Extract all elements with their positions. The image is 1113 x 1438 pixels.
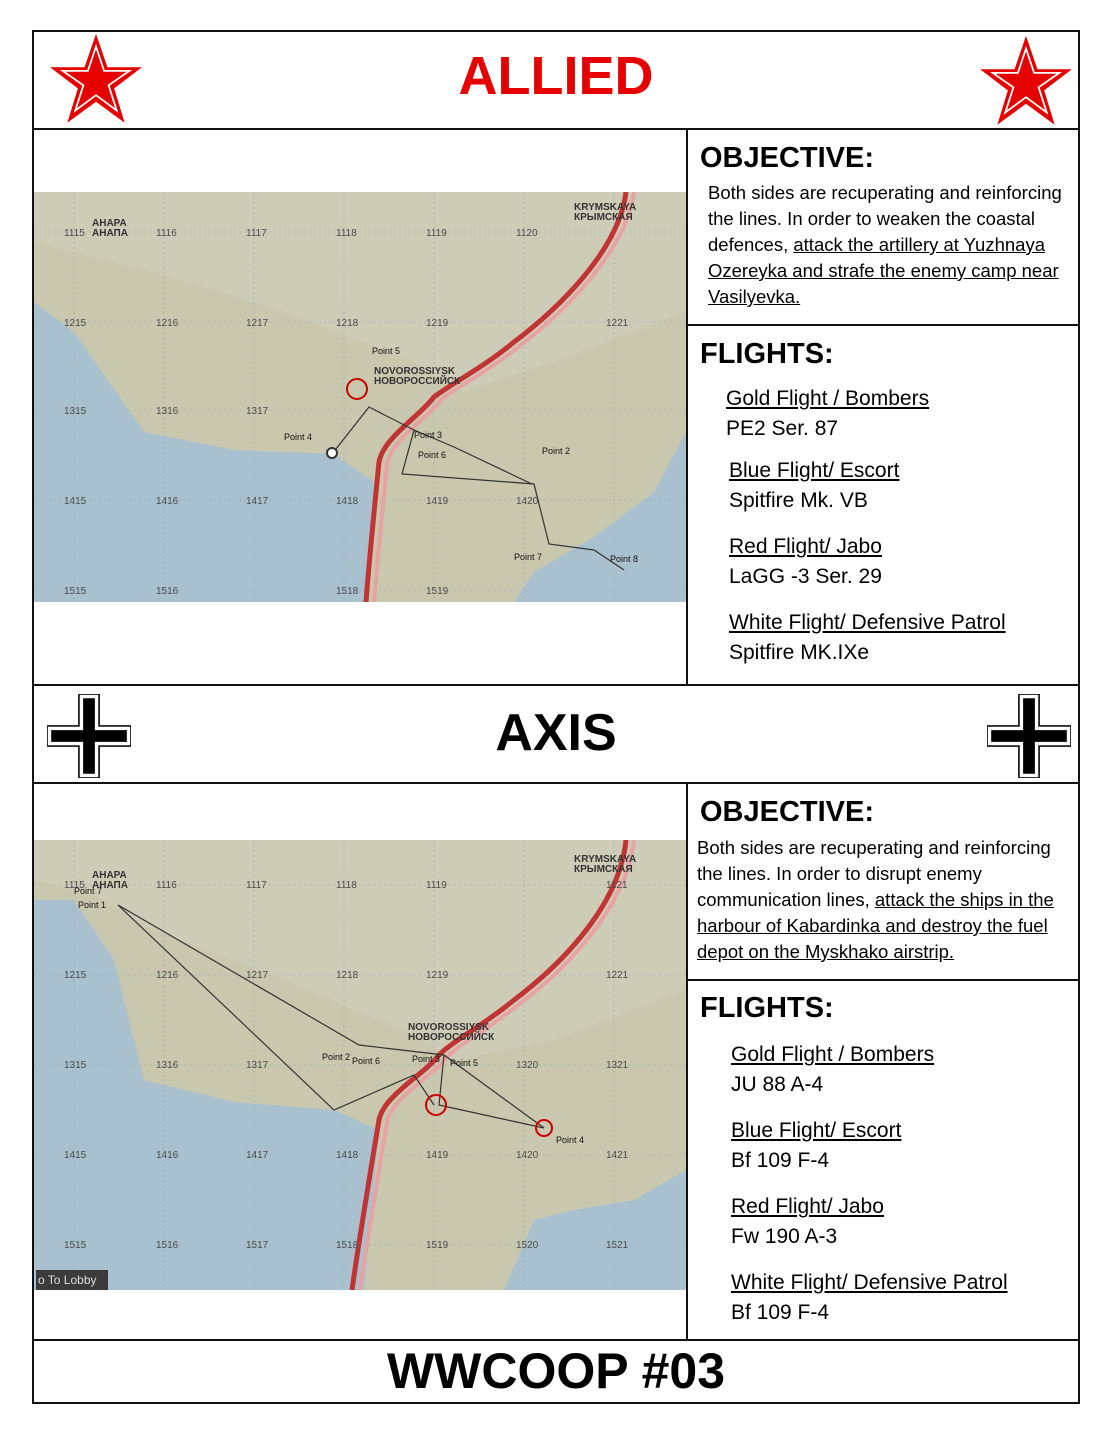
grid-label: 1221 xyxy=(606,318,629,329)
town-label: KRYMSKAYA xyxy=(574,854,637,865)
grid-label: 1418 xyxy=(336,496,359,507)
flight-name: Gold Flight / Bombers xyxy=(731,1043,935,1066)
axis-objective-heading: OBJECTIVE: xyxy=(700,796,875,828)
grid-label: 1516 xyxy=(156,1240,179,1251)
axis-objective-text xyxy=(697,835,1079,965)
flight-aircraft: PE2 Ser. 87 xyxy=(726,417,839,440)
flight-name: Red Flight/ Jabo xyxy=(731,1195,884,1218)
axis-flight-red xyxy=(731,1192,884,1252)
grid-label: 1116 xyxy=(156,880,177,891)
grid-label: 1321 xyxy=(606,1060,629,1071)
grid-label: 1119 xyxy=(426,880,447,891)
town-label: НОВОРОССИЙСК xyxy=(408,1032,495,1043)
town-label: АНАРА xyxy=(92,870,127,881)
divider xyxy=(32,1339,1080,1341)
waypoint-label: Point 4 xyxy=(556,1135,585,1145)
flight-aircraft: Bf 109 F-4 xyxy=(731,1149,830,1172)
grid-label: 1118 xyxy=(336,228,357,239)
back-to-lobby-button[interactable]: o To Lobby xyxy=(36,1270,108,1290)
flight-name: White Flight/ Defensive Patrol xyxy=(729,611,1006,634)
waypoint-label: Point 7 xyxy=(514,552,543,562)
flight-name: Blue Flight/ Escort xyxy=(729,459,900,482)
grid-label: 1419 xyxy=(426,1150,449,1161)
grid-label: 1219 xyxy=(426,970,449,981)
grid-label: 1118 xyxy=(336,880,357,891)
grid-label: 1120 xyxy=(516,228,538,239)
grid-label: 1416 xyxy=(156,1150,179,1161)
waypoint-label: Point 3 xyxy=(414,430,443,440)
flight-name: Gold Flight / Bombers xyxy=(726,387,930,410)
waypoint-label: Point 5 xyxy=(372,346,401,356)
grid-label: 1515 xyxy=(64,586,87,597)
waypoint-label: Point 4 xyxy=(284,432,313,442)
allied-flight-gold xyxy=(726,384,929,444)
waypoint-label: Point 5 xyxy=(450,1058,479,1068)
axis-objective-target: attack the ships in the harbour of Kabardinka and destroy the fuel depot on the Myskhako airstrip. xyxy=(697,889,1054,962)
divider xyxy=(686,782,688,1339)
grid-label: 1316 xyxy=(156,406,179,417)
town-label: КРЫМСКАЯ xyxy=(574,212,633,223)
waypoint-label: Point 7 xyxy=(74,886,103,896)
grid-label: 1217 xyxy=(246,970,269,981)
axis-flights-heading: FLIGHTS: xyxy=(700,992,834,1024)
town-label: АНАПА xyxy=(92,880,128,891)
grid-label: 1117 xyxy=(246,880,267,891)
grid-label: 1419 xyxy=(426,496,449,507)
grid-label: 1316 xyxy=(156,1060,179,1071)
grid-label: 1415 xyxy=(64,496,87,507)
grid-label: 1519 xyxy=(426,1240,449,1251)
town-label: НОВОРОССИЙСК xyxy=(374,376,461,387)
divider xyxy=(686,128,688,684)
allied-mission-map xyxy=(34,192,686,602)
grid-label: 1216 xyxy=(156,970,179,981)
grid-label: 1521 xyxy=(606,1240,629,1251)
waypoint-label: Point 6 xyxy=(352,1056,381,1066)
grid-label: 1115 xyxy=(64,880,85,891)
town-label: АНАРА xyxy=(92,218,127,229)
town-label: KRYMSKAYA xyxy=(574,202,637,213)
axis-flight-gold xyxy=(731,1040,934,1100)
town-label: NOVOROSSIYSK xyxy=(374,366,456,377)
grid-label: 1215 xyxy=(64,970,87,981)
grid-label: 1420 xyxy=(516,1150,539,1161)
grid-label: 1315 xyxy=(64,406,87,417)
waypoint-label: Point 2 xyxy=(542,446,571,456)
flight-name: White Flight/ Defensive Patrol xyxy=(731,1271,1008,1294)
grid-label: 1218 xyxy=(336,318,359,329)
divider xyxy=(32,782,1080,784)
divider xyxy=(32,684,1080,686)
grid-label: 1417 xyxy=(246,496,269,507)
axis-flight-white xyxy=(731,1268,1008,1328)
axis-title: AXIS xyxy=(495,704,617,762)
grid-label: 1119 xyxy=(426,228,447,239)
grid-label: 1516 xyxy=(156,586,179,597)
grid-label: 1420 xyxy=(516,496,539,507)
waypoint-label: Point 2 xyxy=(322,1052,351,1062)
allied-flights-heading: FLIGHTS: xyxy=(700,338,834,370)
flight-aircraft: Spitfire Mk. VB xyxy=(729,489,868,512)
grid-label: 1515 xyxy=(64,1240,87,1251)
grid-label: 1217 xyxy=(246,318,269,329)
grid-label: 1415 xyxy=(64,1150,87,1161)
grid-label: 1416 xyxy=(156,496,179,507)
allied-objective-heading: OBJECTIVE: xyxy=(700,142,875,174)
grid-label: 1219 xyxy=(426,318,449,329)
grid-label: 1517 xyxy=(246,1240,269,1251)
axis-flight-blue xyxy=(731,1116,901,1176)
grid-label: 1215 xyxy=(64,318,87,329)
waypoint-label: Point 3 xyxy=(412,1054,441,1064)
allied-objective-target: attack the artillery at Yuzhnaya Ozereyka and strafe the enemy camp near Vasilyevka. xyxy=(708,234,1059,307)
allied-flight-red xyxy=(729,532,882,592)
allied-flight-blue xyxy=(729,456,899,516)
grid-label: 1121 xyxy=(606,880,628,891)
divider xyxy=(686,324,1080,326)
grid-label: 1518 xyxy=(336,1240,359,1251)
flight-name: Blue Flight/ Escort xyxy=(731,1119,902,1142)
balkenkreuz-icon xyxy=(987,694,1071,778)
flight-aircraft: LaGG -3 Ser. 29 xyxy=(729,565,882,588)
town-label: NOVOROSSIYSK xyxy=(408,1022,490,1033)
flight-aircraft: Bf 109 F-4 xyxy=(731,1301,830,1324)
flight-aircraft: Fw 190 A-3 xyxy=(731,1225,838,1248)
grid-label: 1317 xyxy=(246,406,269,417)
grid-label: 1320 xyxy=(516,1060,539,1071)
grid-label: 1317 xyxy=(246,1060,269,1071)
divider xyxy=(686,979,1080,981)
grid-label: 1518 xyxy=(336,586,359,597)
allied-objective-plain: Both sides are recuperating and reinforcing the lines. In order to weaken the coastal defences, xyxy=(708,182,1062,255)
red-star-icon xyxy=(980,36,1072,126)
town-label: КРЫМСКАЯ xyxy=(574,864,633,875)
grid-label: 1117 xyxy=(246,228,267,239)
grid-label: 1421 xyxy=(606,1150,629,1161)
flight-name: Red Flight/ Jabo xyxy=(729,535,882,558)
grid-label: 1418 xyxy=(336,1150,359,1161)
grid-label: 1417 xyxy=(246,1150,269,1161)
flight-aircraft: Spitfire MK.IXe xyxy=(729,641,870,664)
allied-flight-white xyxy=(729,608,1006,668)
divider xyxy=(32,128,1080,130)
grid-label: 1221 xyxy=(606,970,629,981)
grid-label: 1315 xyxy=(64,1060,87,1071)
town-label: АНАПА xyxy=(92,228,128,239)
grid-label: 1115 xyxy=(64,228,85,239)
grid-label: 1519 xyxy=(426,586,449,597)
waypoint-label: Point 8 xyxy=(610,554,639,564)
axis-mission-map xyxy=(34,840,686,1290)
grid-label: 1116 xyxy=(156,228,177,239)
axis-objective-plain: Both sides are recuperating and reinforcing the lines. In order to disrupt enemy communication lines, xyxy=(697,837,1051,910)
flight-aircraft: JU 88 A-4 xyxy=(731,1073,824,1096)
grid-label: 1218 xyxy=(336,970,359,981)
waypoint-label: Point 1 xyxy=(78,900,107,910)
grid-label: 1520 xyxy=(516,1240,539,1251)
waypoint-label: Point 6 xyxy=(418,450,447,460)
allied-title: ALLIED xyxy=(458,46,654,106)
mission-title: WWCOOP #03 xyxy=(386,1343,726,1399)
allied-objective-text xyxy=(708,180,1070,310)
grid-label: 1216 xyxy=(156,318,179,329)
